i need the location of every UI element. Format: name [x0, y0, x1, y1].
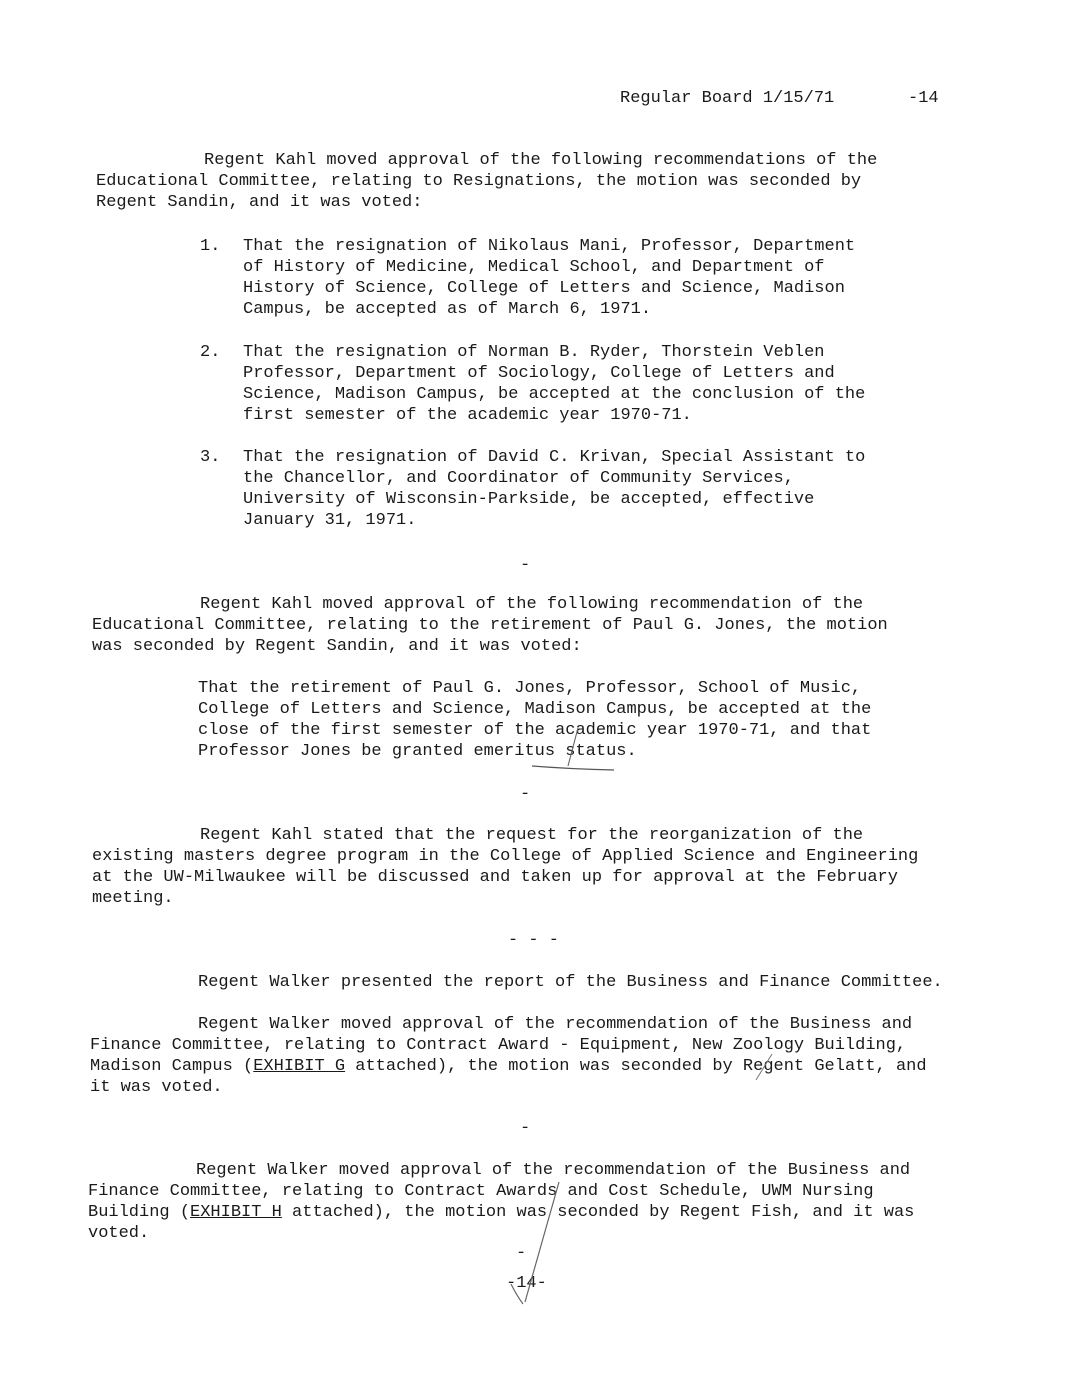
separator-triple: - - - — [508, 931, 560, 950]
walker-report: Regent Walker presented the report of the Business and Finance Committee. — [198, 973, 943, 992]
list-item-text: That the resignation of Norman B. Ryder, Thorstein Veblen Professor, Department of Sociology, College of Letters and Science, Madison Campus, be accepted at the conclusion of the first semester of the academic year 1970-71. — [243, 343, 866, 425]
nursing-text-before: Regent Walker moved approval of the recommendation of the Business and Finance Committee, relating to Contract Awards and Cost Schedule, UWM Nursing Building ( — [88, 1161, 911, 1222]
retirement-text: That the retirement of Paul G. Jones, Professor, School of Music, College of Letters and Science, Madison Campus, be accepted at the close of the first semester of the academic year 1970-71, and that Professor Jones be granted emeritus status. — [198, 679, 872, 761]
header-title: Regular Board 1/15/71 — [620, 89, 835, 108]
check-mark-icon — [752, 1052, 776, 1082]
nursing-text-after: attached), the motion was seconded by Regent Fish, and it was voted. — [88, 1203, 915, 1243]
retirement-intro: Regent Kahl moved approval of the following recommendation of the Educational Committee, relating to the retirement of Paul G. Jones, the motion was seconded by Regent Sandin, and it was voted: — [92, 595, 888, 656]
list-item-number: 3. — [200, 448, 221, 467]
separator: - — [516, 1244, 527, 1263]
list-item-number: 2. — [200, 343, 221, 362]
zoology-text-after: attached), the motion was seconded by Regent Gelatt, and it was voted. — [90, 1057, 927, 1097]
footer-page-number: -14- — [506, 1274, 547, 1293]
zoology-paragraph — [90, 1014, 935, 1098]
zoology-text-before: Regent Walker moved approval of the recommendation of the Business and Finance Committee, relating to Contract Award - Equipment, New Zoology Building, Madison Campus ( — [90, 1015, 913, 1076]
separator: - — [520, 556, 531, 575]
separator: - — [520, 1119, 531, 1138]
exhibit-g-link: EXHIBIT G — [253, 1057, 346, 1076]
list-item-text: That the resignation of David C. Krivan, Special Assistant to the Chancellor, and Coordinator of Community Services, University of Wisconsin-Parkside, be accepted, effective January 31, 1971. — [243, 448, 866, 530]
separator: - — [520, 785, 531, 804]
exhibit-h-link: EXHIBIT H — [190, 1203, 282, 1222]
list-item-number: 1. — [200, 237, 221, 256]
list-item-text: That the resignation of Nikolaus Mani, Professor, Department of History of Medicine, Medical School, and Department of History of Science, College of Letters and Science, Madison Campus, be accepted as of March 6, 1971. — [243, 237, 856, 319]
header-page-number: -14 — [908, 89, 939, 108]
resignations-intro: Regent Kahl moved approval of the following recommendations of the Educational Committee, relating to Resignations, the motion was seconded by Regent Sandin, and it was voted: — [96, 151, 878, 212]
check-mark-icon — [530, 722, 620, 774]
reorganization-paragraph: Regent Kahl stated that the request for the reorganization of the existing masters degree program in the College of Applied Science and Engineering at the UW-Milwaukee will be discussed and taken up for approval at the February meeting. — [92, 826, 919, 908]
check-mark-icon — [505, 1180, 565, 1310]
